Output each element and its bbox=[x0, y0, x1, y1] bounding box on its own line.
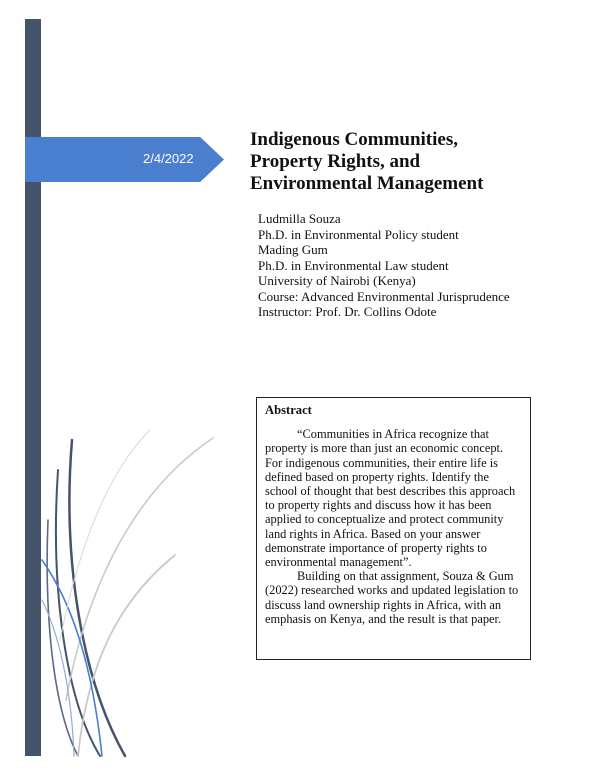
title-line: Indigenous Communities, bbox=[250, 129, 458, 150]
title-line: Property Rights, and bbox=[250, 151, 421, 172]
abstract-heading: Abstract bbox=[265, 403, 312, 417]
author-name: Ludmilla Souza bbox=[258, 211, 341, 226]
curve-dark-1 bbox=[69, 440, 125, 756]
curve-grey-2 bbox=[78, 555, 175, 756]
university: University of Nairobi (Kenya) bbox=[258, 273, 416, 288]
curve-light-1 bbox=[60, 430, 150, 640]
author-degree: Ph.D. in Environmental Policy student bbox=[258, 226, 459, 242]
document-title bbox=[250, 129, 570, 195]
author-degree: Ph.D. in Environmental Law student bbox=[258, 257, 449, 273]
instructor: Instructor: Prof. Dr. Collins Odote bbox=[258, 304, 437, 319]
title-line: Environmental Management bbox=[250, 173, 484, 194]
course: Course: Advanced Environmental Jurisprudence bbox=[258, 288, 510, 304]
abstract-paragraph: Building on that assignment, Souza & Gum (2022) researched works and updated legislation to discuss land ownership rights in Africa, with an emphasis on Kenya, and the result is that paper. bbox=[265, 569, 519, 626]
author-name: Mading Gum bbox=[258, 242, 328, 257]
author-block bbox=[258, 211, 578, 320]
curve-blue-2 bbox=[42, 600, 74, 756]
abstract-paragraph: “Communities in Africa recognize that property is more than just an economic concept. For indigenous communities, their entire life is defined based on property rights. Identify the school of thought that best describes this approach to property rights and discuss how it has been applied to conceptualize and protect community land rights in Africa. Based on your answer demonstrate importance of property rights to environmental management”. bbox=[265, 427, 516, 570]
abstract-box bbox=[256, 397, 531, 660]
date-label: 2/4/2022 bbox=[143, 151, 194, 166]
